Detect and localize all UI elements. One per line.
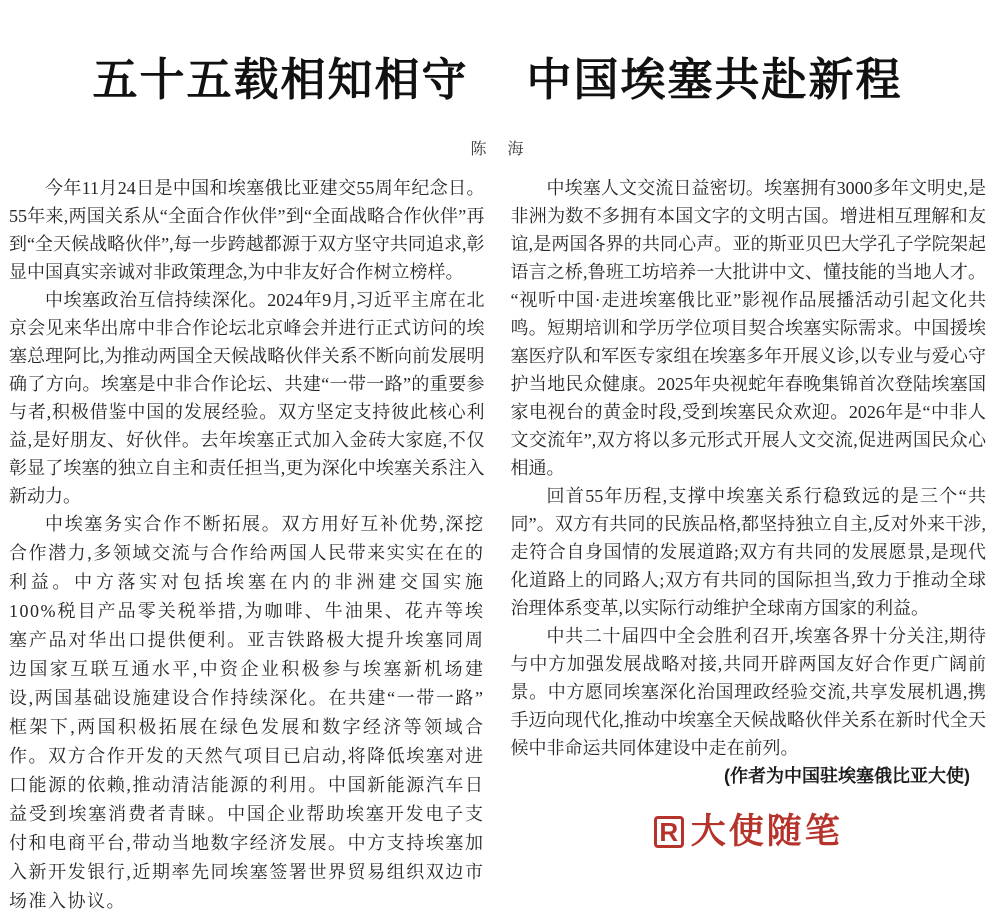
paragraph: 中埃塞人文交流日益密切。埃塞拥有3000多年文明史,是非洲为数不多拥有本国文字的文明古国。增进相互理解和友谊,是两国各界的共同心声。亚的斯亚贝巴大学孔子学院架起语言之桥,鲁班工坊培养一大批讲中文、懂技能的当地人才。“视听中国·走进埃塞俄比亚”影视作品展播活动引起文化共鸣。短期培训和学历学位项目契合埃塞实际需求。中国援埃塞医疗队和军医专家组在埃塞多年开展义诊,以专业与爱心守护当地民众健康。2025年央视蛇年春晚集锦首次登陆埃塞国家电视台的黄金时段,受到埃塞民众欢迎。2026年是“中非人文交流年”,双方将以多元形式开展人文交流,促进两国民众心相通。 — [510, 178, 986, 479]
paragraph: 中共二十届四中全会胜利召开,埃塞各界十分关注,期待与中方加强发展战略对接,共同开辟两国友好合作更广阔前景。中方愿同埃塞深化治国理政经验交流,共享发展机遇,携手迈向现代化,推动中埃塞全天候战略伙伴关系在新时代全天候中非命运共同体建设中走在前列。 — [510, 626, 986, 759]
article-column-right — [511, 174, 987, 916]
page-title: 五十五载相知相守 中国埃塞共赴新程 — [92, 54, 903, 106]
paragraph: 今年11月24日是中国和埃塞俄比亚建交55周年纪念日。55年来,两国关系从“全面合作伙伴”到“全面战略合作伙伴”再到“全天候战略伙伴”,每一步跨越都源于双方坚守共同追求,彰显中国真实亲诚对非政策理念,为中非友好合作树立榜样。 — [9, 178, 485, 283]
paragraph: 回首55年历程,支撑中埃塞关系行稳致远的是三个“共同”。双方有共同的民族品格,都坚持独立自主,反对外来干涉,走符合自身国情的发展道路;双方有共同的发展愿景,是现代化道路上的同路人;双方有共同的国际担当,致力于推动全球治理体系变革,以实际行动维护全球南方国家的利益。 — [510, 486, 986, 619]
author-name: 陈 海 — [470, 141, 525, 159]
paragraph: 中埃塞政治互信持续深化。2024年9月,习近平主席在北京会见来华出席中非合作论坛北京峰会并进行正式访问的埃塞总理阿比,为推动两国全天候战略伙伴关系不断向前发展明确了方向。埃塞是中非合作论坛、共建“一带一路”的重要参与者,积极借鉴中国的发展经验。双方坚定支持彼此核心利益,是好朋友、好伙伴。去年埃塞正式加入金砖大家庭,不仅彰显了埃塞的独立自主和责任担当,更为深化中埃塞关系注入新动力。 — [9, 290, 485, 507]
paragraph: 中埃塞务实合作不断拓展。双方用好互补优势,深挖合作潜力,多领域交流与合作给两国人民带来实实在在的利益。中方落实对包括埃塞在内的非洲建交国实施100%税目产品零关税举措,为咖啡、牛油果、花卉等埃塞产品对华出口提供便利。亚吉铁路极大提升埃塞同周边国家互联互通水平,中资企业积极参与埃塞新机场建设,两国基础设施建设合作持续深化。在共建“一带一路”框架下,两国积极拓展在绿色发展和数字经济等领域合作。双方合作开发的天然气项目已启动,将降低埃塞对进口能源的依赖,推动清洁能源的利用。中国新能源汽车日益受到埃塞消费者青睐。中国企业帮助埃塞开发电子支付和电商平台,带动当地数字经济发展。中方支持埃塞加入新开发银行,近期率先同埃塞签署世界贸易组织双边市场准入协议。 — [9, 514, 485, 912]
column-logo — [511, 812, 987, 852]
article-column-left — [9, 174, 485, 916]
newspaper-article-page — [0, 30, 995, 912]
author-byline: (作者为中国驻埃塞俄比亚大使) — [724, 766, 970, 787]
article-body — [0, 174, 995, 916]
column-logo-label: 大使随笔 — [690, 812, 843, 852]
people-daily-r-icon: R — [654, 816, 684, 848]
